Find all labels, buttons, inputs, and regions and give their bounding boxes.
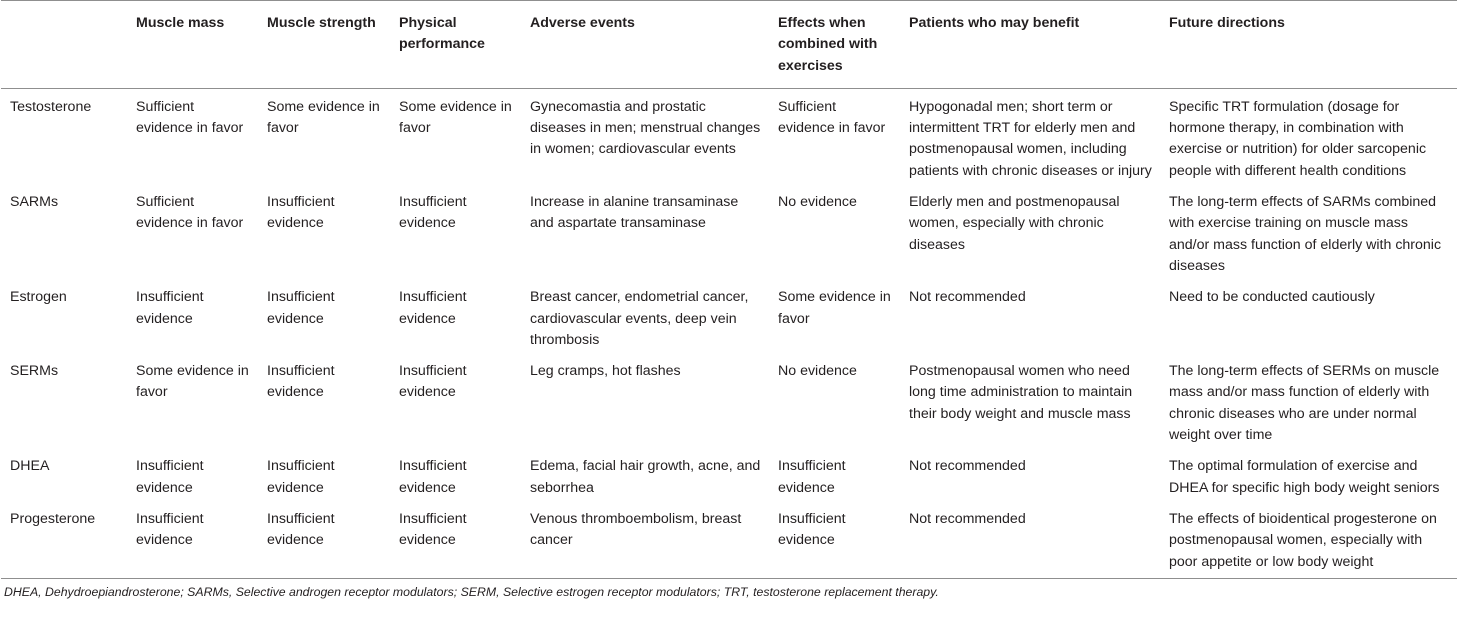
table-cell: Specific TRT formulation (dosage for hormone therapy, in combination with exercise or nutrition) for older sarcopenic people with different health conditions <box>1169 98 1427 179</box>
table-cell: Insufficient evidence <box>778 458 846 496</box>
table-cell: Breast cancer, endometrial cancer, cardiovascular events, deep vein thrombosis <box>530 289 749 348</box>
table-cell: Insufficient evidence <box>399 363 467 401</box>
table-cell: Insufficient evidence <box>399 510 467 549</box>
row-label-cell: Testosterone <box>10 98 92 115</box>
table-cell: Insufficient evidence <box>136 510 204 549</box>
table-cell: Insufficient evidence <box>399 194 467 232</box>
row-label-cell: SARMs <box>10 194 59 211</box>
table-cell: Not recommended <box>909 289 1026 306</box>
table-row <box>1 281 1457 355</box>
table-cell: No evidence <box>778 363 857 380</box>
header-cell-therapy <box>1 1 127 89</box>
table-cell: Sufficient evidence in favor <box>136 194 244 232</box>
table-cell: The long-term effects of SARMs combined with exercise training on muscle mass and/or mass function of elderly with chronic diseases <box>1169 194 1442 274</box>
table-cell: Some evidence in favor <box>399 98 512 137</box>
row-label-cell: SERMs <box>10 363 59 380</box>
header-cell-adverse-events: Adverse events <box>530 15 635 31</box>
table-cell: The long-term effects of SERMs on muscle mass and/or mass function of elderly with chronic diseases who are under normal weight over time <box>1169 363 1440 444</box>
header-cell-muscle-mass: Muscle mass <box>136 15 225 31</box>
table-cell: Insufficient evidence <box>399 289 467 327</box>
table-cell: Insufficient evidence <box>267 289 335 327</box>
header-cell-future-directions: Future directions <box>1169 15 1285 31</box>
row-label-cell: Estrogen <box>10 289 67 306</box>
table-cell: Some evidence in favor <box>267 98 380 137</box>
table-cell: Insufficient evidence <box>778 510 846 549</box>
table-cell: Insufficient evidence <box>267 458 335 496</box>
table-cell: Insufficient evidence <box>267 363 335 401</box>
row-label-cell: DHEA <box>10 458 50 475</box>
table-cell: Insufficient evidence <box>136 458 204 496</box>
table-cell: Some evidence in favor <box>778 289 891 327</box>
table-cell: Hypogonadal men; short term or intermittent TRT for elderly men and postmenopausal women, including patients with chronic diseases or injury <box>909 98 1152 179</box>
table-cell: Not recommended <box>909 458 1026 475</box>
table-cell: No evidence <box>778 194 857 211</box>
table-cell: Venous thromboembolism, breast cancer <box>530 510 742 549</box>
header-cell-combined-with-exercises: Effects when combined with exercises <box>778 15 878 74</box>
hormone-therapy-table-container <box>1 0 1457 600</box>
table-cell: Insufficient evidence <box>267 194 335 232</box>
table-cell: Sufficient evidence in favor <box>136 98 244 137</box>
table-cell: Insufficient evidence <box>267 510 335 549</box>
table-cell: The effects of bioidentical progesterone on postmenopausal women, especially with poor appetite or low body weight <box>1169 510 1437 570</box>
table-row <box>1 503 1457 578</box>
table-row <box>1 450 1457 503</box>
table-row <box>1 355 1457 450</box>
table-cell: The optimal formulation of exercise and DHEA for specific high body weight seniors <box>1169 458 1440 496</box>
table-cell: Increase in alanine transaminase and aspartate transaminase <box>530 194 739 232</box>
table-header <box>1 1 1457 89</box>
table-row <box>1 88 1457 186</box>
table-cell: Edema, facial hair growth, acne, and seborrhea <box>530 458 761 496</box>
table-cell: Postmenopausal women who need long time administration to maintain their body weight and muscle mass <box>909 363 1133 422</box>
table-body <box>1 88 1457 578</box>
hormone-therapy-table <box>1 0 1457 579</box>
table-cell: Some evidence in favor <box>136 363 249 401</box>
table-footnote: DHEA, Dehydroepiandrosterone; SARMs, Selective androgen receptor modulators; SERM, Selective estrogen receptor modulators; TRT, testosterone replacement therapy. <box>4 584 939 599</box>
table-cell: Leg cramps, hot flashes <box>530 363 681 380</box>
header-row <box>1 1 1457 89</box>
table-cell: Gynecomastia and prostatic diseases in men; menstrual changes in women; cardiovascular events <box>530 98 761 158</box>
table-cell: Insufficient evidence <box>136 289 204 327</box>
table-cell: Need to be conducted cautiously <box>1169 289 1375 306</box>
table-cell: Sufficient evidence in favor <box>778 98 886 137</box>
table-cell: Insufficient evidence <box>399 458 467 496</box>
table-cell: Not recommended <box>909 510 1026 527</box>
row-label-cell: Progesterone <box>10 510 96 527</box>
table-cell: Elderly men and postmenopausal women, especially with chronic diseases <box>909 194 1120 253</box>
header-cell-muscle-strength: Muscle strength <box>267 15 376 31</box>
header-cell-patients-who-may-benefit: Patients who may benefit <box>909 15 1080 31</box>
table-row <box>1 186 1457 281</box>
header-cell-physical-performance: Physical performance <box>399 15 485 53</box>
